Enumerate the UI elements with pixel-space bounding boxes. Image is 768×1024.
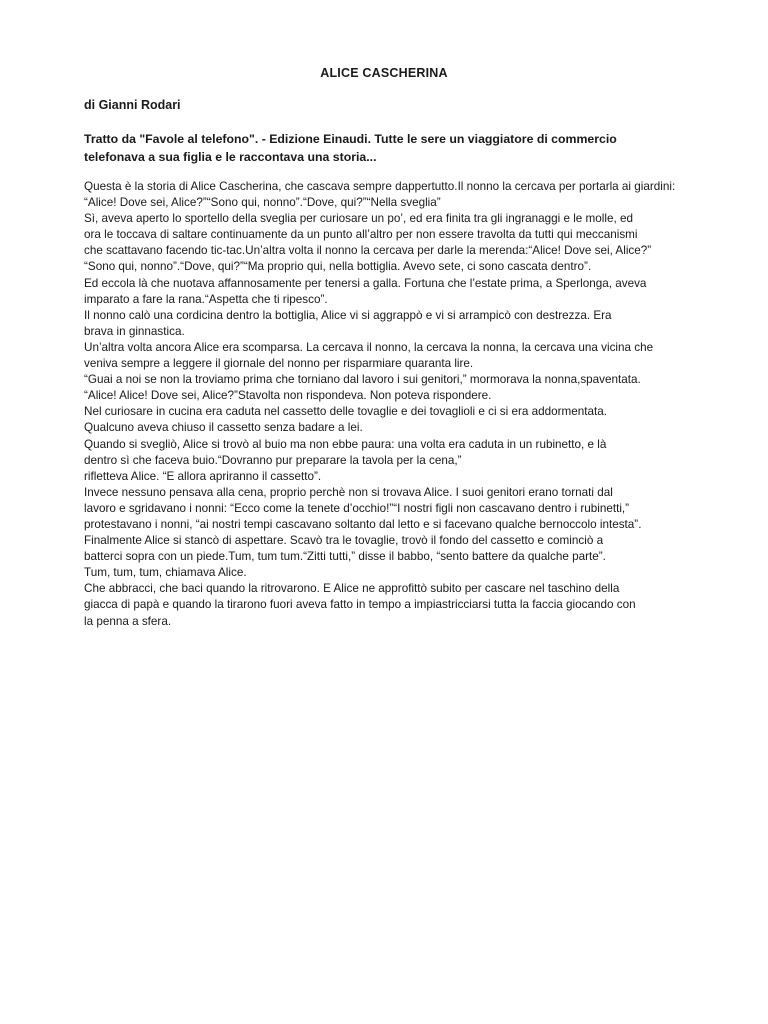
- story-line: “Alice! Dove sei, Alice?”: [528, 244, 652, 258]
- story-line: veniva sempre a leggere il giornale del nonno per risparmiare quaranta lire.: [84, 357, 474, 371]
- story-line: Un’altra volta il nonno la cercava per darle la merenda:: [245, 244, 529, 258]
- story-line: Tum, tum tum.: [228, 550, 304, 564]
- story-line: lavoro e sgridavano i nonni: “Ecco come la tenete d’occhio!”: [84, 501, 394, 515]
- story-line: Sì, aveva aperto lo sportello della sveglia per curiosare un po’, ed era finita tra gli ingranaggi e le molle, ed: [84, 212, 633, 226]
- story-line: Invece nessuno pensava alla cena, proprio perchè non si trovava Alice. I suoi genitori erano tornati dal: [84, 485, 613, 499]
- story-line: “Nella sveglia”: [366, 196, 441, 210]
- story-line: “I nostri figli non cascavano dentro i rubinetti,”: [393, 501, 630, 515]
- story-line: Il nonno la cercava per portarla ai giardini:: [457, 180, 676, 193]
- story-line: giacca di papà e quando la tirarono fuori aveva fatto in tempo a impiastricciarsi tutta la faccia giocando con: [84, 598, 636, 612]
- story-line: “Ma proprio qui, nella bottiglia. Avevo sete, ci sono cascata dentro”.: [243, 260, 592, 274]
- story-line: spaventata.: [580, 373, 641, 387]
- document-intro: [84, 130, 694, 166]
- story-line: “Alice! Alice! Dove sei, Alice?”: [84, 389, 238, 403]
- story-line: protestavano i nonni, “ai nostri tempi cascavano soltanto dal letto e si facevano qualche bernoccolo in: [84, 517, 609, 531]
- story-line: la penna a sfera.: [84, 614, 172, 628]
- story-line: “Alice! Dove sei, Alice?”: [84, 196, 207, 210]
- story-line: Ed eccola là che nuotava affannosamente per tenersi a galla. Fortuna che l’estate prima, a Sperlonga, aveva: [84, 276, 647, 290]
- story-line: Un’altra volta ancora Alice era scomparsa. La cercava il nonno, la cercava la nonna, la cercava una vicina che: [84, 340, 654, 354]
- story-line: “Dove, qui?”: [180, 260, 244, 274]
- story-line: Tum, tum, tum, chiamava Alice.: [84, 566, 247, 580]
- story-line: “Dove, qui?”: [302, 196, 367, 210]
- story-line: brava in ginnastica.: [84, 324, 185, 338]
- story-line: “Sono qui, nonno”.: [84, 260, 181, 274]
- story-line: batterci sopra con un piede.: [84, 550, 229, 564]
- story-body: [84, 179, 698, 630]
- story-line: “Aspetta che ti ripesco”.: [204, 292, 328, 306]
- story-line: testa”.: [608, 517, 642, 531]
- intro-line: telefonava a sua figlia e le raccontava una storia...: [84, 150, 377, 164]
- story-line: Il nonno calò una cordicina dentro la bottiglia, Alice vi si aggrappò e vi si arrampicò con destrezza. Era: [84, 308, 612, 322]
- story-line: Finalmente Alice si stancò di aspettare. Scavò tra le tovaglie, trovò il fondo del cassetto e cominciò a: [84, 534, 604, 548]
- story-line: “Sono qui, nonno”.: [206, 196, 303, 210]
- story-line: dentro sì che faceva buio.: [84, 453, 218, 467]
- story-line: ora le toccava di saltare continuamente da un punto all’altro per non essere travolta da tutti qui meccanismi: [84, 228, 638, 242]
- story-line: Qualcuno aveva chiuso il cassetto senza badare a lei.: [84, 421, 363, 435]
- story-line: “Zitti tutti,” disse il babbo, “sento battere da qualche parte”.: [303, 550, 606, 564]
- story-line: imparato a fare la rana.: [84, 292, 205, 306]
- story-line: “Dovranno pur preparare la tavola per la cena,”: [217, 453, 462, 467]
- document-author: di Gianni Rodari: [84, 98, 181, 112]
- document-title: ALICE CASCHERINA: [320, 66, 448, 80]
- story-line: Che abbracci, che baci quando la ritrovarono. E Alice ne approfittò subito per cascare nel taschino della: [84, 582, 620, 596]
- story-line: Stavolta non rispondeva. Non poteva rispondere.: [237, 389, 492, 403]
- story-line: che scattavano facendo tic-tac.: [84, 244, 246, 258]
- story-line: Quando si svegliò, Alice si trovò al buio ma non ebbe paura: una volta era caduta in un rubinetto, e là: [84, 437, 607, 451]
- intro-line: Tratto da "Favole al telefono". - Edizione Einaudi. Tutte le sere un viaggiatore di commercio: [84, 132, 617, 146]
- story-line: “Guai a noi se non la troviamo prima che torniano dal lavoro i sui genitori,” mormorava la nonna,: [84, 373, 581, 387]
- story-line: Questa è la storia di Alice Cascherina, che cascava sempre dappertutto.: [84, 180, 458, 193]
- story-line: rifletteva Alice. “E allora apriranno il cassetto”.: [84, 469, 322, 483]
- story-line: Nel curiosare in cucina era caduta nel cassetto delle tovaglie e dei tovaglioli e ci si era addormentata.: [84, 405, 607, 419]
